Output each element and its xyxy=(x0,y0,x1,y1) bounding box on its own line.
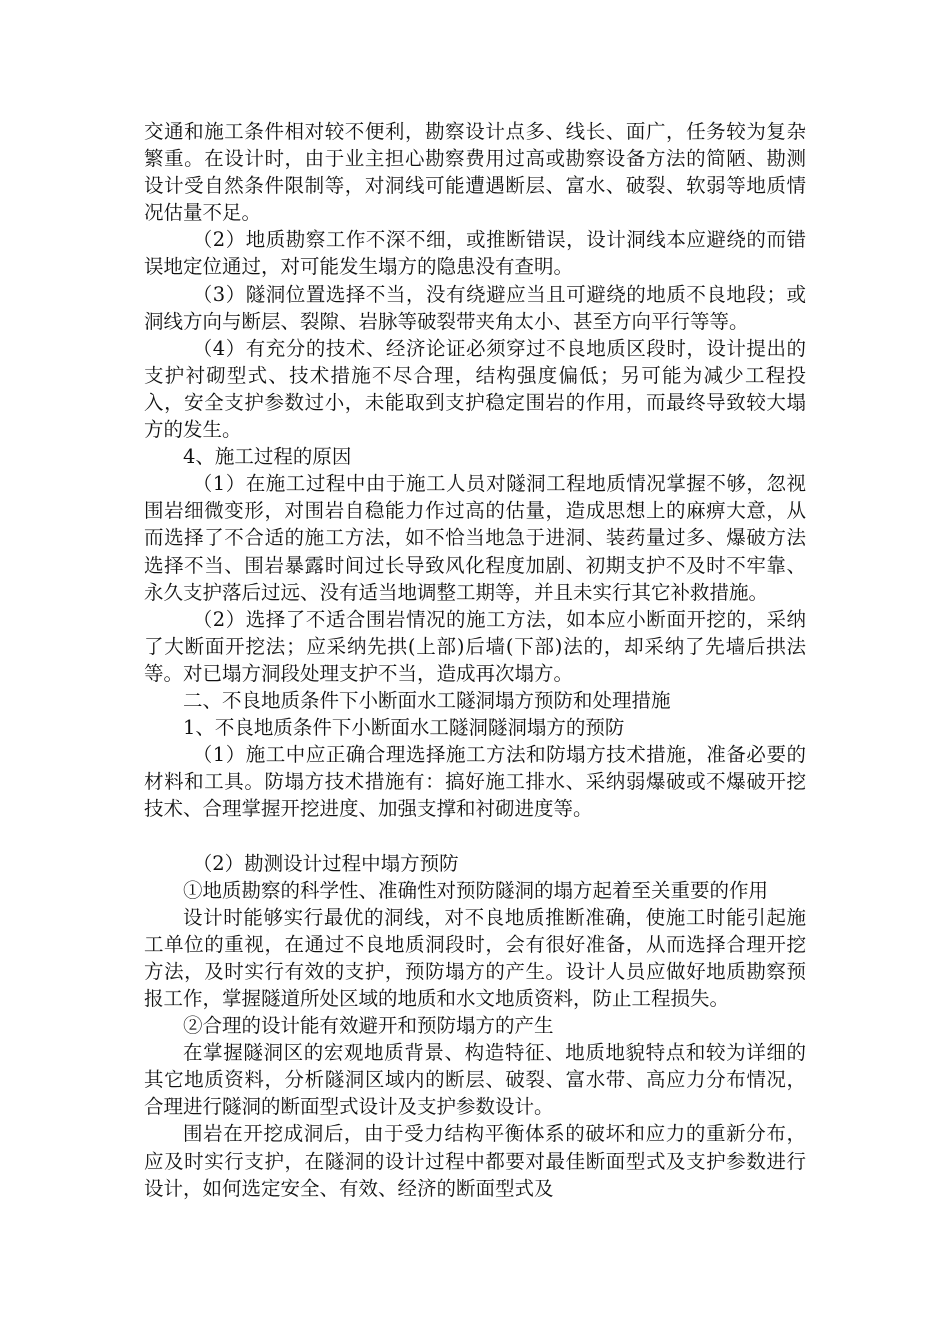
section-heading-construction-causes: 4、施工过程的原因 xyxy=(183,445,352,469)
paragraph-geology-analysis: 在掌握隧洞区的宏观地质背景、构造特征、地质地貌特点和较为详细的其它地质资料，分析隧洞区域内的断层、破裂、富水带、高应力分布情况，合理进行隧洞的断面型式设计及支护参数设计。 xyxy=(144,1041,806,1119)
paragraph-item-4: （4）有充分的技术、经济论证必须穿过不良地质区段时，设计提出的支护衬砌型式、技术措施不尽合理，结构强度偏低；另可能为减少工程投入，安全支护参数过小，未能取到支护稳定围岩的作用，而最终导致较大塌方的发生。 xyxy=(144,336,806,442)
paragraph-continuation: 交通和施工条件相对较不便利，勘察设计点多、线长、面广，任务较为复杂繁重。在设计时，由于业主担心勘察费用过高或勘察设备方法的简陋、勘测设计受自然条件限制等，对洞线可能遭遇断层、富水、破裂、软弱等地质情况估量不足。 xyxy=(144,120,806,225)
subheading-reasonable-design: ②合理的设计能有效避开和预防塌方的产生 xyxy=(183,1014,554,1038)
paragraph-item-3: （3）隧洞位置选择不当，没有绕避应当且可避绕的地质不良地段；或洞线方向与断层、裂隙、岩脉等破裂带夹角太小、甚至方向平行等等。 xyxy=(144,282,806,333)
blank-line xyxy=(144,822,806,849)
paragraph-construction-1: （1）在施工过程中由于施工人员对隧洞工程地质情况掌握不够，忽视围岩细微变形，对围岩自稳能力作过高的估量，造成思想上的麻痹大意，从而选择了不合适的施工方法，如不恰当地急于进洞、装药量过多、爆破方法选择不当、围岩暴露时间过长导致风化程度加剧、初期支护不及时不牢靠、永久支护落后过远、没有适当地调整工期等，并且未实行其它补救措施。 xyxy=(144,472,806,604)
paragraph-item-2: （2）地质勘察工作不深不细，或推断错误，设计洞线本应避绕的而错误地定位通过，对可能发生塌方的隐患没有查明。 xyxy=(144,228,806,279)
subheading-geological-survey: ①地质勘察的科学性、准确性对预防隧洞的塌方起着至关重要的作用 xyxy=(183,878,769,902)
document-body xyxy=(144,118,806,1202)
paragraph-construction-2: （2）选择了不适合围岩情况的施工方法，如本应小断面开挖的，采纳了大断面开挖法；应采纳先拱(上部)后墙(下部)法的，却采纳了先墙后拱法等。对已塌方洞段处理支护不当，造成再次塌方。 xyxy=(144,607,806,685)
paragraph-support-design: 围岩在开挖成洞后，由于受力结构平衡体系的破坏和应力的重新分布，应及时实行支护，在隧洞的设计过程中都要对最佳断面型式及支护参数进行设计，如何选定安全、有效、经济的断面型式及 xyxy=(144,1122,806,1200)
section-heading-prevention-measures: 二、不良地质条件下小断面水工隧洞塌方预防和处理措施 xyxy=(183,688,671,712)
paragraph-design-route: 设计时能够实行最优的洞线，对不良地质推断准确，使施工时能引起施工单位的重视，在通过不良地质洞段时，会有很好准备，从而选择合理开挖方法，及时实行有效的支护，预防塌方的产生。设计人员应做好地质勘察预报工作，掌握隧道所处区域的地质和水文地质资料，防止工程损失。 xyxy=(144,905,806,1010)
paragraph-prevention-1: （1）施工中应正确合理选择施工方法和防塌方技术措施，准备必要的材料和工具。防塌方技术措施有：搞好施工排水、采纳弱爆破或不爆破开挖技术、合理掌握开挖进度、加强支撑和衬砌进度等。 xyxy=(144,743,806,821)
subheading-survey-design: （2）勘测设计过程中塌方预防 xyxy=(192,851,459,875)
subsection-heading-prevention: 1、不良地质条件下小断面水工隧洞隧洞塌方的预防 xyxy=(183,716,625,740)
